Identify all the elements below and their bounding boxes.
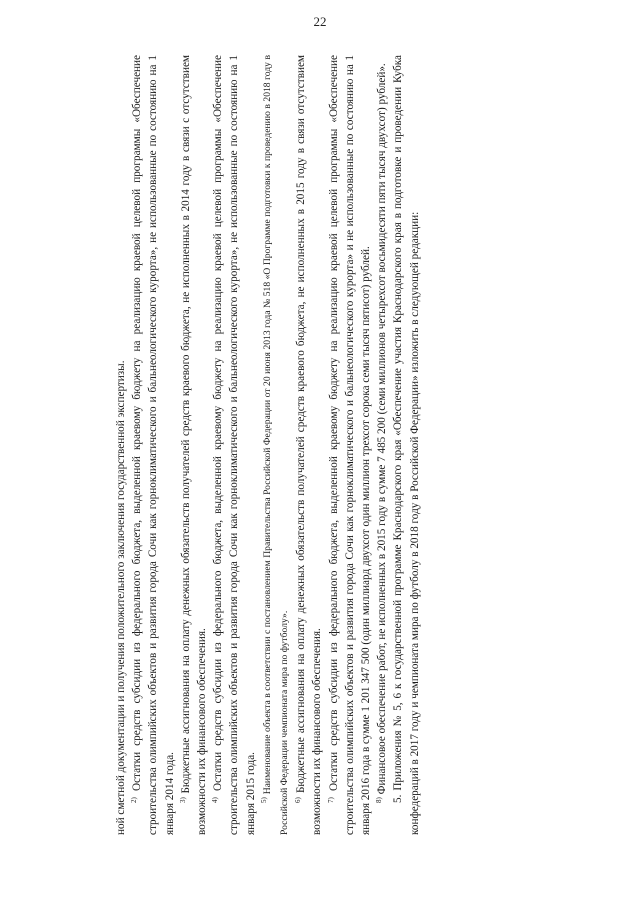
footnote-marker: 2) <box>130 797 139 803</box>
footnote-text: Остатки средств субсидии из федерального бюджета, выделенной краевому бюджету на реализацию краевой целевой программы «Обеспечение строительства олимпийских объектов и развития города Сочи как горноклиматического и бальнеологического курорта», не использованные по состоянию на 1 января 2015 года. <box>212 55 257 835</box>
footnote-marker: 5) <box>259 797 268 803</box>
footnote-text: Бюджетные ассигнования на оплату денежных обязательств получателей средств краевого бюджета, не исполненных в 2014 году в связи с отсутствием возможности их финансового обеспечения. <box>179 55 209 835</box>
footnote-3 <box>178 55 210 835</box>
footnote-8 <box>374 55 390 835</box>
paragraph-continuation: ной сметной документации и получения положительного заключения государственной экспертизы. <box>115 360 127 835</box>
page-number: 22 <box>313 14 327 29</box>
footnote-marker: 4) <box>211 797 220 803</box>
paragraph-item-5: 5. Приложения № 5, 6 к государственной программе Краснодарского края «Обеспечение участия Краснодарского края в подготовке и проведении Кубка конфедераций в 2017 году и чемпионата мира по футболу в 2018 году в Российской Федерации» изложить в следующей редакции: <box>392 55 421 835</box>
footnote-text: Бюджетные ассигнования на оплату денежных обязательств получателей средств краевого бюджета, не исполненных в 2015 году в связи отсутствием возможности их финансового обеспечения. <box>295 54 324 835</box>
footnote-marker: 8) <box>375 797 384 803</box>
footnote-5 <box>259 55 293 835</box>
footnote-marker: 6) <box>294 797 303 803</box>
footnote-2 <box>129 55 178 835</box>
footnote-text: Финансовое обеспечение работ, не исполненных в 2015 году в сумме 7 485 200 (семи миллионов четырехсот восьмидесяти пяти тысяч двухсот) рублей». <box>376 63 389 795</box>
footnote-7 <box>326 55 375 835</box>
text-block <box>113 55 423 835</box>
footnote-text: Остатки средств субсидии из федерального бюджета, выделенной краевому бюджету на реализацию краевой целевой программы «Обеспечение строительства олимпийских объектов и развития города Сочи как горноклиматического и бальнеологического курорта», не использованные по состоянию на 1 января 2014 года. <box>131 55 176 835</box>
footnote-text: Наименование объекта в соответствии с постановлением Правительства Российской Федерации от 20 июня 2013 года № 518 «О Программе подготовки к проведению в 2018 году в Российской Федерации чемпионата мира по футболу». <box>261 54 291 835</box>
footnote-marker: 7) <box>326 797 335 803</box>
footnote-text: Остатки средств субсидии из федерального бюджета, выделенной краевому бюджету на реализацию краевой целевой программы «Обеспечение строительства олимпийских объектов и развития города Сочи как горноклиматического и бальнеологического курорта» и не использованные по состоянию на 1 января 2016 года в сумме 1 201 347 500 (один миллиард двухсот один миллион трехсот сорока семи тысяч пятисот) рублей. <box>327 55 373 835</box>
footnote-marker: 3) <box>178 797 187 803</box>
rotated-page-content <box>113 55 453 835</box>
footnote-6 <box>293 55 325 835</box>
footnote-4 <box>210 55 259 835</box>
